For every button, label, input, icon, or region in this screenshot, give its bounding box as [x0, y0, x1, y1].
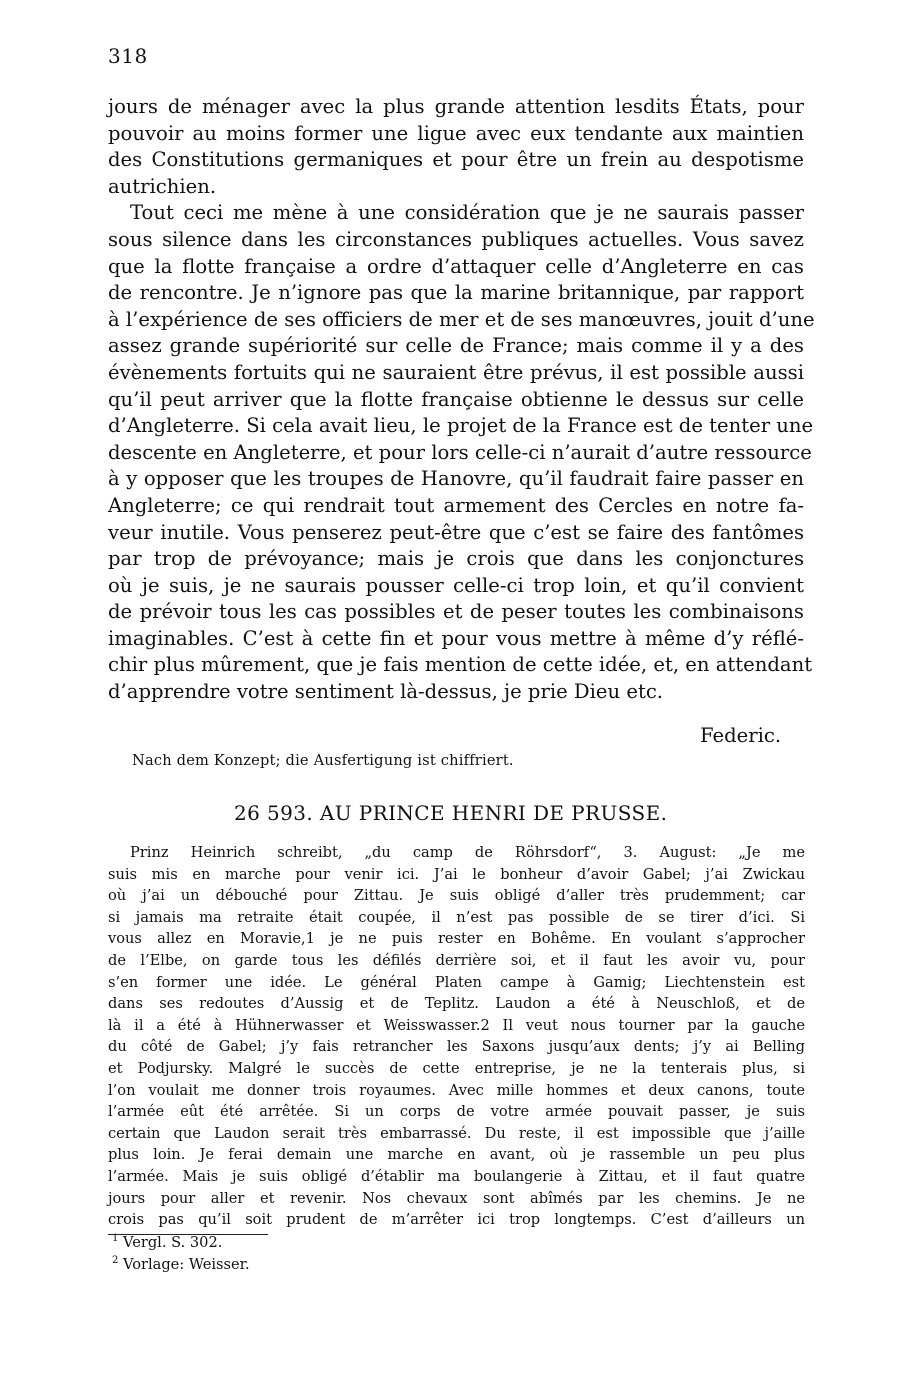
- text-line: de rencontre. Je n’ignore pas que la marine britannique, par rapport: [108, 281, 804, 305]
- text-line: l’armée eût été arrêtée. Si un corps de votre armée pouvait passer, je suis: [108, 1103, 805, 1121]
- text-line: si jamais ma retraite était coupée, il n’est pas possible de se tirer d’ici. Si: [108, 908, 805, 926]
- letter-body: [108, 94, 815, 706]
- text-line: de prévoir tous les cas possibles et de peser toutes les combinaisons: [108, 600, 804, 624]
- footnote-text: Vergl. S. 302.: [123, 1234, 223, 1251]
- text-line: imaginables. C’est à cette fin et pour vous mettre à même d’y réflé-: [108, 626, 804, 650]
- text-line: par trop de prévoyance; mais je crois que dans les conjonctures: [108, 547, 804, 571]
- text-line: descente en Angleterre, et pour lors celle-ci n’aurait d’autre ressource: [108, 440, 812, 464]
- text-line: évènements fortuits qui ne sauraient être prévus, il est possible aussi: [108, 360, 804, 384]
- text-line: pouvoir au moins former une ligue avec eux tendante aux maintien: [108, 121, 804, 145]
- text-line: l’armée. Mais je suis obligé d’établir ma boulangerie à Zittau, et il faut quatre: [108, 1167, 805, 1185]
- text-line: où j’ai un débouché pour Zittau. Je suis obligé d’aller très prudemment; car: [108, 887, 805, 905]
- text-line: et Podjursky. Malgré le succès de cette entreprise, je ne la tenterais plus, si: [108, 1059, 805, 1077]
- text-line: sous silence dans les circonstances publiques actuelles. Vous savez: [108, 227, 804, 251]
- footnote-mark: 1: [112, 1233, 119, 1245]
- text-line: à l’expérience de ses officiers de mer et de ses manœuvres, jouit d’une: [108, 307, 815, 331]
- text-line: l’on voulait me donner trois royaumes. Avec mille hommes et deux canons, toute: [108, 1081, 805, 1099]
- text-line: Prinz Heinrich schreibt, „du camp de Röhrsdorf“, 3. August: „Je me: [130, 844, 805, 861]
- text-line: plus loin. Je ferai demain une marche en avant, où je rassemble un peu plus: [108, 1146, 805, 1164]
- text-line: que la flotte française a ordre d’attaquer celle d’Angleterre en cas: [108, 254, 804, 278]
- footnote: [112, 1256, 250, 1273]
- footnote: [112, 1234, 222, 1251]
- text-line: s’en former une idée. Le général Platen campe à Gamig; Liechtenstein est: [108, 973, 805, 991]
- text-line: dans ses redoutes d’Aussig et de Teplitz. Laudon a été à Neuschloß, et de: [108, 995, 805, 1013]
- text-line: d’apprendre votre sentiment là-dessus, je prie Dieu etc.: [108, 680, 664, 704]
- text-line: vous allez en Moravie,1 je ne puis rester en Bohême. En voulant s’approcher: [108, 930, 805, 948]
- text-line: autrichien.: [108, 174, 217, 198]
- text-line: crois pas qu’il soit prudent de m’arrêter ici trop longtemps. C’est d’ailleurs un: [108, 1211, 805, 1229]
- text-line: assez grande supériorité sur celle de France; mais comme il y a des: [108, 334, 804, 358]
- signature: Federic.: [700, 724, 782, 747]
- footnote-mark: 2: [112, 1255, 119, 1267]
- section-heading: 26 593. AU PRINCE HENRI DE PRUSSE.: [234, 801, 668, 825]
- text-line: d’Angleterre. Si cela avait lieu, le projet de la France est de tenter une: [108, 414, 814, 438]
- text-line: Angleterre; ce qui rendrait tout armement des Cercles en notre fa-: [108, 493, 804, 517]
- footnote-text: Vorlage: Weisser.: [123, 1256, 250, 1273]
- prince-henri-letter-summary: [108, 842, 805, 1231]
- text-line: jours pour aller et revenir. Nos chevaux sont abîmés par les chemins. Je ne: [108, 1189, 805, 1207]
- text-line: des Constitutions germaniques et pour être un frein au despotisme: [108, 148, 804, 172]
- text-line: Tout ceci me mène à une considération que je ne saurais passer: [130, 201, 804, 225]
- text-line: certain que Laudon serait très embarrassé. Du reste, il est impossible que j’aille: [108, 1124, 805, 1142]
- text-line: à y opposer que les troupes de Hanovre, qu’il faudrait faire passer en: [108, 467, 804, 491]
- text-line: où je suis, je ne saurais pousser celle-ci trop loin, et qu’il convient: [108, 573, 804, 597]
- text-line: veur inutile. Vous penserez peut-être que c’est se faire des fantômes: [108, 520, 804, 544]
- text-line: suis mis en marche pour venir ici. J’ai le bonheur d’avoir Gabel; j’ai Zwickau: [108, 865, 805, 883]
- text-line: jours de ménager avec la plus grande attention lesdits États, pour: [108, 95, 804, 118]
- text-line: chir plus mûrement, que je fais mention de cette idée, et, en attendant: [108, 653, 813, 677]
- text-line: qu’il peut arriver que la flotte française obtienne le dessus sur celle: [108, 387, 804, 411]
- text-line: du côté de Gabel; j’y fais retrancher les Saxons jusqu’aux dents; j’y ai Belling: [108, 1038, 805, 1056]
- text-line: là il a été à Hühnerwasser et Weisswasser.2 Il veut nous tourner par la gauche: [108, 1016, 805, 1034]
- text-line: de l’Elbe, on garde tous les défilés derrière soi, et il faut les avoir vu, pour: [108, 951, 805, 969]
- source-note: Nach dem Konzept; die Ausfertigung ist chiffriert.: [132, 752, 514, 769]
- page-number: 318: [108, 44, 148, 68]
